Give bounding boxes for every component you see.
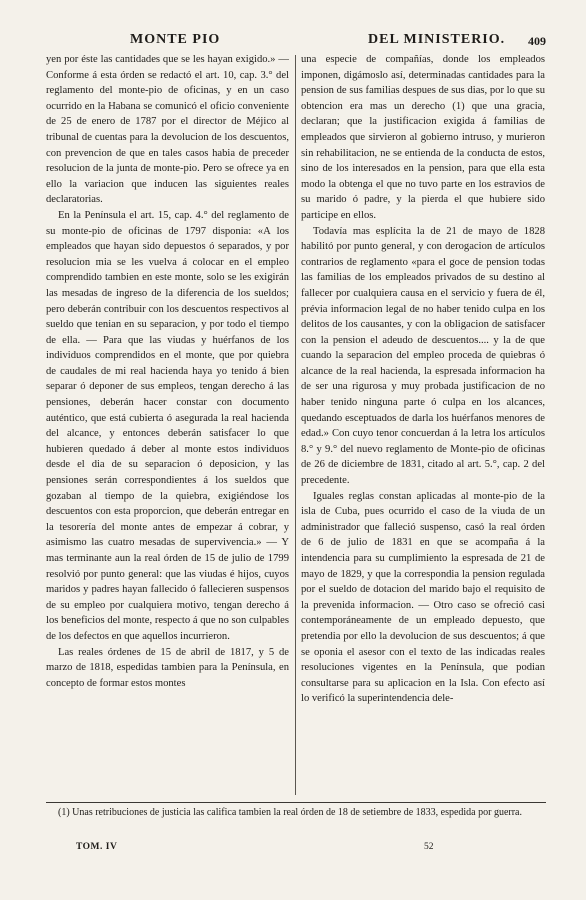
footnote [46, 806, 546, 820]
running-header [0, 32, 586, 52]
right-paragraph-1: una especie de compañías, donde los empleados imponen, digámoslo así, determinadas cantidades para la pension de sus familias despues de sus dias, por lo que su obtencion era mas un derecho (1) que una gracia, declaran; que la justificacion exigida á familias de empleados que sirvieron al gobierno intruso, y murieron sin rehabilitacion, ne se entienda de la conducta de estos, sino de los interesados en la pension, para que ella esta modo la obtenga el que no tuvo parte en los estravios de su marido ó padre, y la pierda el que hubiere sido participe en ellos. [301, 54, 545, 221]
signature-mark: 52 [424, 842, 434, 852]
volume-label: TOM. IV [76, 842, 118, 852]
footnote-text: (1) Unas retribuciones de justicia las califica tambien la real órden de 18 de setiembre de 1833, espedida por guerra. [58, 807, 522, 818]
column-divider [295, 55, 296, 795]
footnote-divider [46, 802, 546, 803]
page-footer [0, 842, 586, 858]
left-paragraph-1: yen por éste las cantidades que se les hayan exigido.» — Conforme á esta órden se redactó el art. 10, cap. 3.° del reglamento del monte-pio de oficinas, y en un caso ocurrido en la Habana se comunicó el oficio conveniente de 25 de enero de 1787 por el director de Méjico al tribunal de cuentas para la devolucion de los descuentos, con prevencion de que en tales casos habia de preceder resolucion de la junta de monte-pio. Pero se ofrece ya en ello la variacion que inducen las siguientes reales declaratorias. [46, 54, 289, 206]
page-number: 409 [528, 34, 546, 48]
left-paragraph-3: Las reales órdenes de 15 de abril de 1817, y 5 de marzo de 1818, espedidas tambien para la Península, en concepto de formar estos montes [46, 646, 289, 689]
left-column [46, 52, 289, 797]
header-title-right: DEL MINISTERIO. [368, 32, 506, 47]
left-paragraph-2: En la Península el art. 15, cap. 4.° del reglamento de su monte-pio de oficinas de 1797 disponia: «A los empleados que hayan sido depuestos ó separados, y por resolucion mia se les vuelva á colocar en el empleo comprendido tambien en este monte, solo se les exigirán las mesadas de ingreso de la diferencia de los sueldos; pero deberán contribuir con los descuentos respectivos al sueldo que tenian en su separacion, y por todo el tiempo de ella. — Para que las viudas y huérfanos de los individuos comprendidos en el monte, que por quiebra de caudales de mi real hacienda haya yo tenido á bien separar ó deponer de sus empleos, tengan derecho á las pensiones, deberán hacer constar con documento auténtico, que está cubierta ó asegurada la real hacienda del alcance, y entonces deberán satisfacer lo que hubieren quedado á deber al monte estos individuos desde el dia de su separacion ó deposicion, y las pensiones serán correspondientes á los sueldos que gozaban al tiempo de la quiebra, exigiéndose los descuentos con esta proporcion, que deberán entregar en la tesorería del monte antes de empezar á cobrar, y asimismo las cuatro mesadas de supervivencia.» — Y mas terminante aun la real órden de 15 de julio de 1799 resolvió por punto general: que las viudas é hijos, cuyos maridos y padres hayan fallecido ó fallecieren suspensos de su empleo por cualquiera motivo, tengan derecho á los beneficios del monte, respecto á que no son culpables de los defectos en que aquellos incurrieron. [46, 209, 289, 642]
right-column [301, 52, 545, 797]
header-title-left: MONTE PIO [130, 32, 221, 47]
right-paragraph-2: Todavía mas esplícita la de 21 de mayo de 1828 habilitó por punto general, y con derogacion de artículos contrarios de reglamento «para el goce de pension todas las familias de los empleados privados de su destino al fallecer por cualquiera causa en el servicio y fuera de él, prévia informacion legal de no haber tenido culpa en los delitos de los causantes, y con la obligacion de satisfacer con la pension el adeudo de descuentos.... y la de que cuando la separacion del empleo proceda de quiebras ó alcance de la real hacienda, la espresada informacion ha de ser una rigurosa y muy probada justificacion de no haber tenido ninguna parte ó culpa en los alcances, quedando esceptuados de darla los huérfanos menores de edad.» Con cuyo tenor concuerdan á la letra los artículos 8.° y 9.° del nuevo reglamento de Monte-pio de oficinas de 26 de diciembre de 1831, citado al art. 5.°, cap. 2 del precedente. [301, 225, 545, 487]
right-paragraph-3: Iguales reglas constan aplicadas al monte-pio de la isla de Cuba, pues ocurrido el caso de la viuda de un administrador que falleció suspenso, casó la real órden de 6 de julio de 1831 en que se acompaña á la intendencia para su cumplimiento la espresada de 21 de mayo de 1829, y que la correspondia la pension regulada por el sueldo de dotacion del marido bajo el requisito de la prevenida informacion. — Otro caso se ofreció casi contemporáneamente de un empleado depuesto, que pretendia por ello la devolucion de sus descuentos; á que se oponia el asesor con el texto de las indicadas reales resoluciones vigentes en la Península, que podian consultarse para su aplicacion en la Isla. Con efecto así lo verificó la superintendencia dele- [301, 490, 545, 705]
